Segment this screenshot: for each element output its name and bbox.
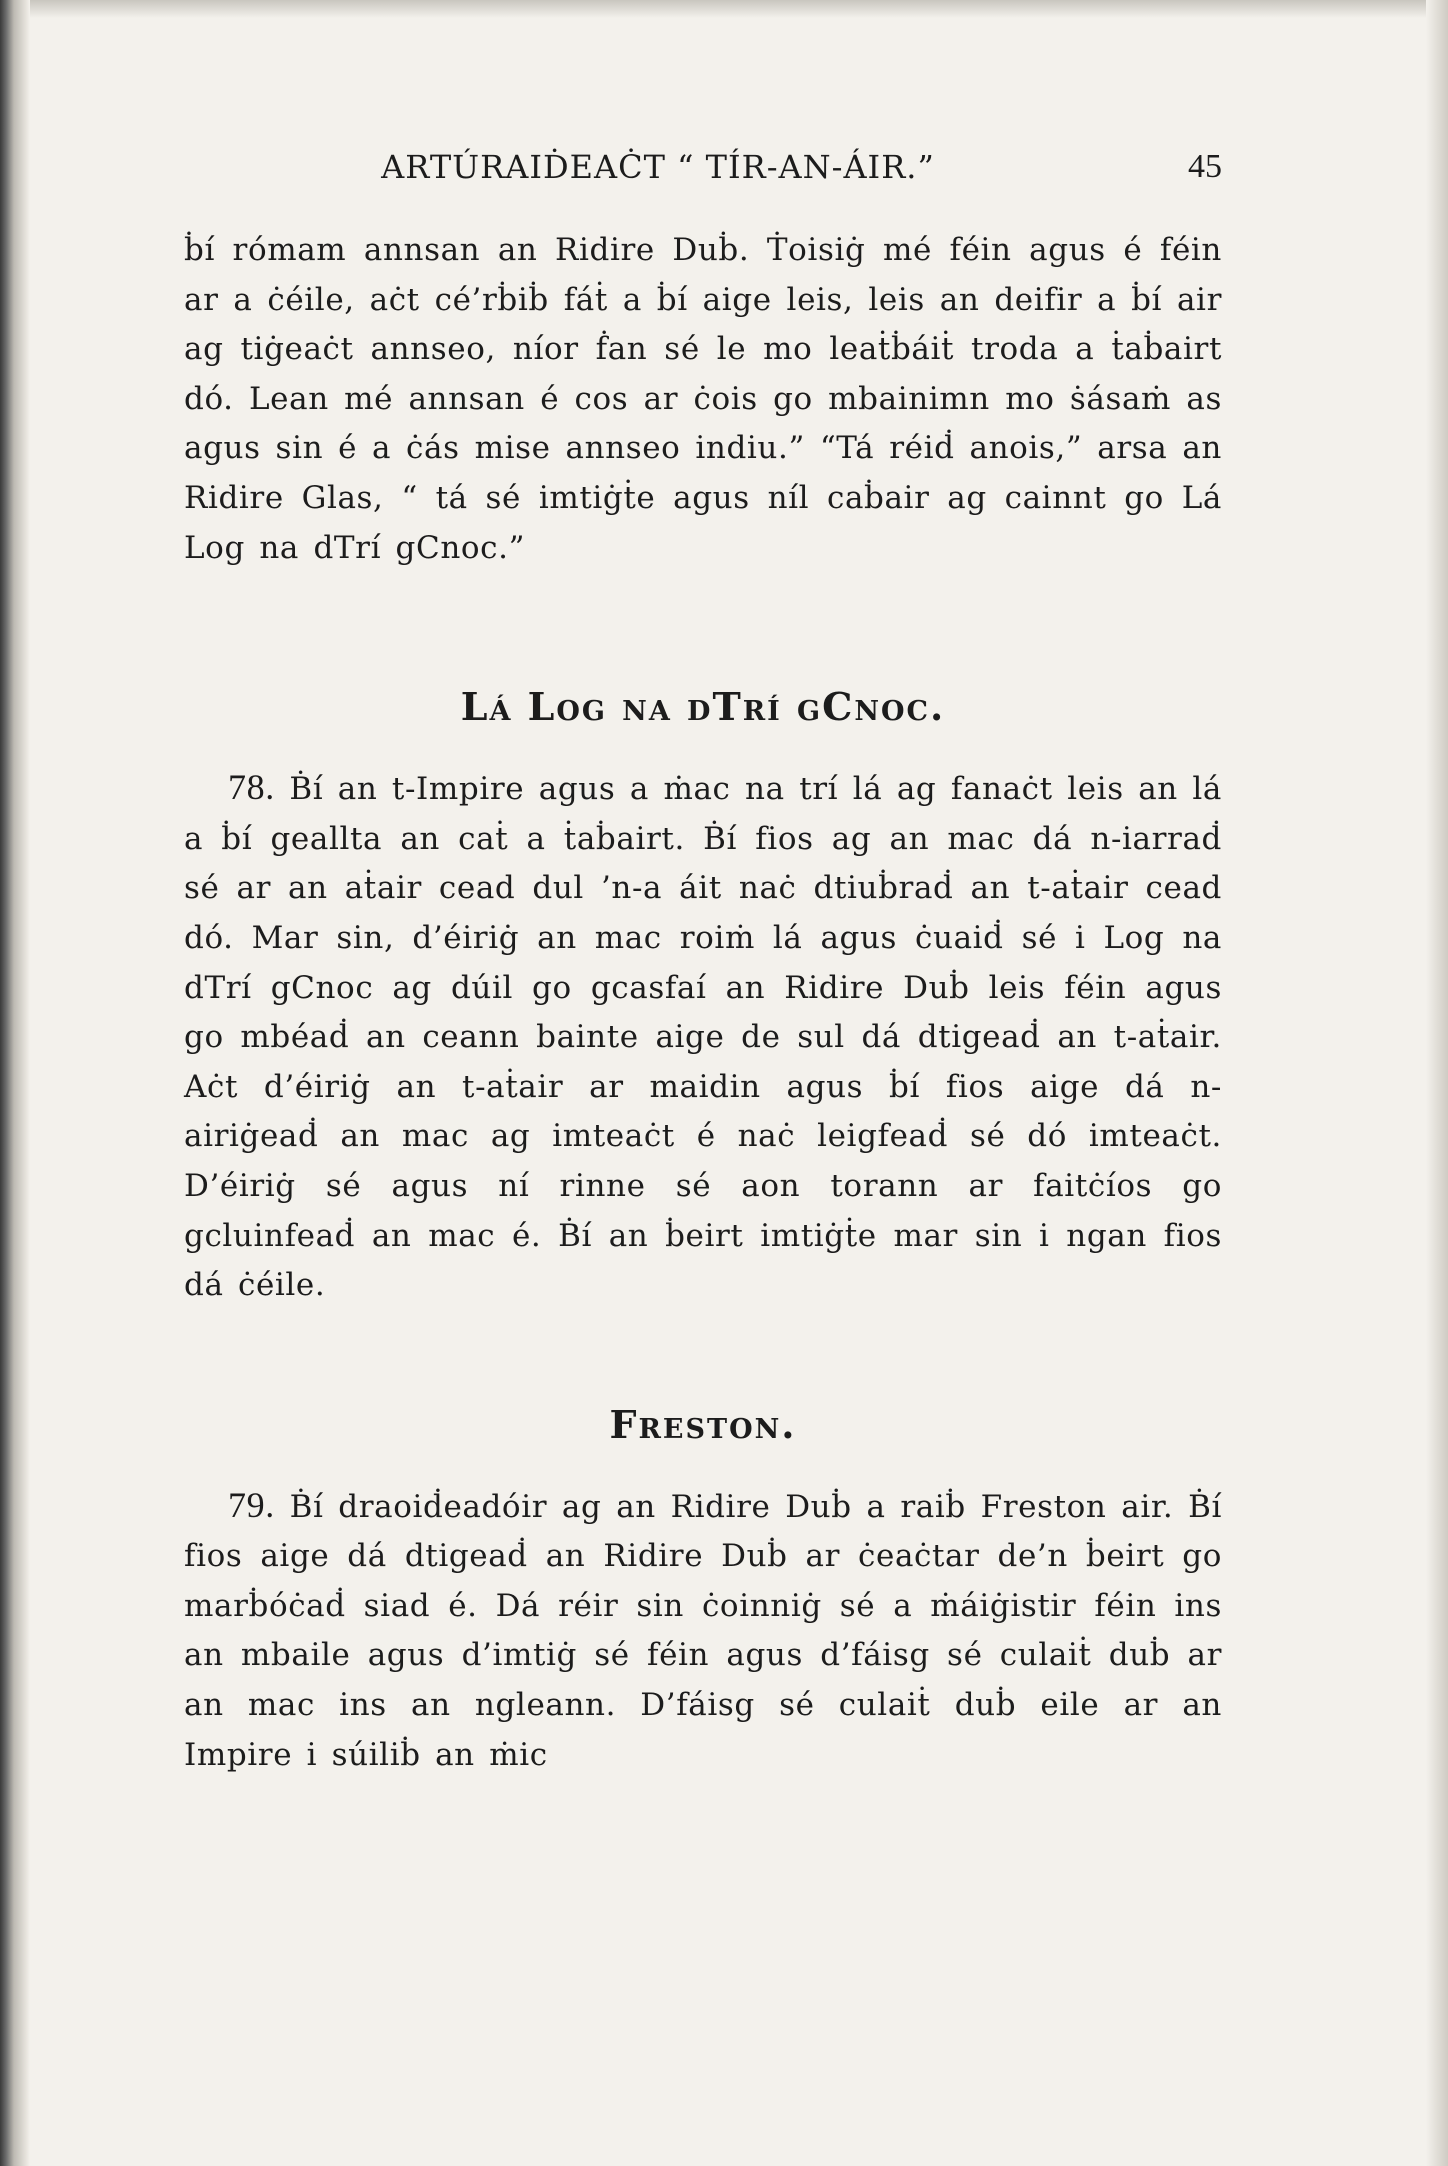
- page-right-edge: [1426, 0, 1448, 2166]
- running-head: [184, 140, 1222, 200]
- book-spine-shadow: [0, 0, 30, 2166]
- paragraph-number: 78.: [228, 767, 275, 808]
- paragraph-text: Ḃí draoiḋeadóir ag an Ridire Duḃ a raiḃ Freston air. Ḃí fios aige dá dtigeaḋ an Ridire Duḃ ar ċeaċtar de’n ḃeirt go marḃóċaḋ siad é. Dá réir sin ċoinniġ sé a ṁáiġistir féin ins an mbaile agus d’imtiġ sé féin agus d’fáisg sé culaiṫ duḃ ar an mac ins an ngleann. D’fáisg sé culaiṫ duḃ eile ar an Impire i súiliḃ an ṁic: [184, 1488, 1222, 1773]
- paragraph-continued: ḃí rómam annsan an Ridire Duḃ. Ṫoisiġ mé féin agus é féin ar a ċéile, aċt cé’rḃiḃ fáṫ a ḃí aige leis, leis an deifir a ḃí air ag tiġeaċt annseo, níor ḟan sé le mo leaṫḃáiṫ troda a ṫaḃairt dó. Lean mé annsan é cos ar ċois go mbainimn mo ṡásaṁ as agus sin é a ċás mise annseo indiu.” “Tá réiḋ anois,” arsa an Ridire Glas, “ tá sé imtiġṫe agus níl caḃair ag cainnt go Lá Log na dTrí gCnoc.”: [184, 232, 1222, 566]
- spacer: [184, 1451, 1222, 1481]
- running-head-title: ARTÚRAIḊEAĊT “ TÍR-AN-ÁIR.”: [381, 148, 935, 186]
- paragraph-79: [184, 1481, 1222, 1781]
- section-heading-la-log: Lá Log na dTrí gCnoc.: [460, 684, 946, 730]
- spacer: [184, 1311, 1222, 1399]
- spacer: [184, 573, 1222, 681]
- page-top-edge: [0, 0, 1448, 18]
- paragraph-number: 79.: [228, 1484, 275, 1525]
- section-heading-freston: Freston.: [609, 1401, 797, 1447]
- paragraph-text: Ḃí an t-Impire agus a ṁac na trí lá ag fanaċt leis an lá a ḃí geallta an caṫ a ṫaḃairt. Ḃí fios ag an mac dá n-iarraḋ sé ar an aṫair cead dul ’n-a áit naċ dtiuḃraḋ an t-aṫair cead dó. Mar sin, d’éiriġ an mac roiṁ lá agus ċuaiḋ sé i Log na dTrí gCnoc ag dúil go gcasfaí an Ridire Duḃ leis féin agus go mbéaḋ an ceann bainte aige de sul dá dtigeaḋ an t-aṫair. Aċt d’éiriġ an t-aṫair ar maidin agus ḃí fios aige dá n-airiġeaḋ an mac ag imteaċt é naċ leigfeaḋ sé dó imteaċt. D’éiriġ sé agus ní rinne sé aon torann ar faitċíos go gcluinfeaḋ an mac é. Ḃí an ḃeirt imtiġṫe mar sin i ngan fios dá ċéile.: [184, 771, 1222, 1304]
- spacer: [184, 733, 1222, 763]
- page-content: [184, 140, 1222, 1780]
- paragraph-78: [184, 763, 1222, 1311]
- page-number: 45: [1188, 148, 1222, 185]
